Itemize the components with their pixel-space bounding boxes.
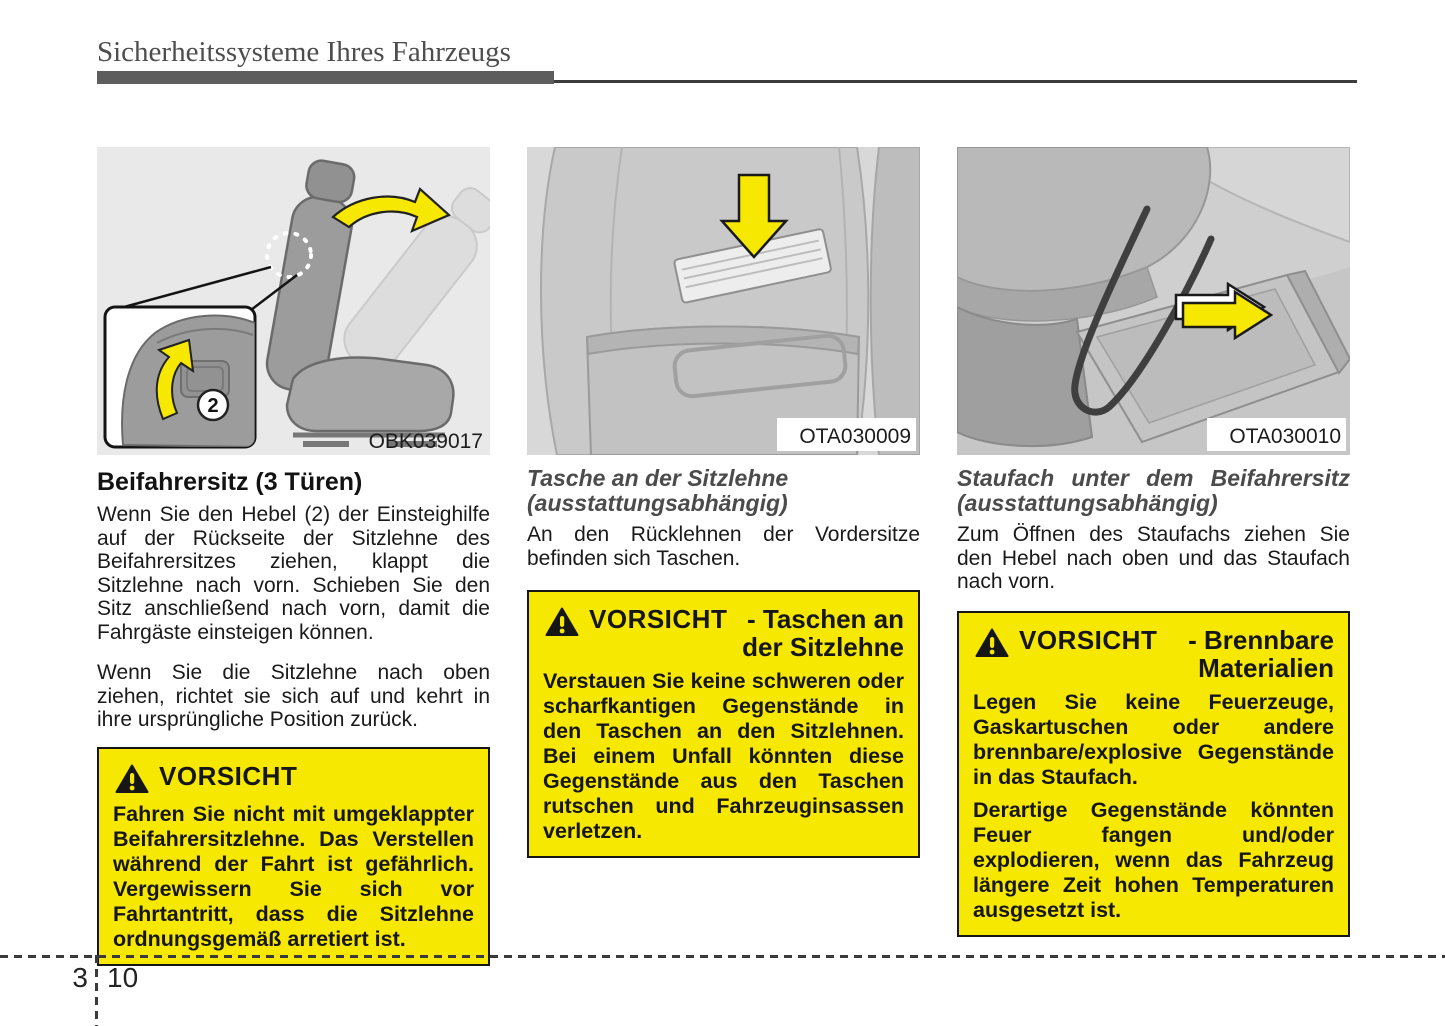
- column-seatback-pocket: [527, 147, 920, 858]
- caption-line: Tasche an der Sitzlehne: [527, 465, 789, 491]
- caption-line: (ausstattungsabhängig): [957, 490, 1218, 516]
- warning-triangle-icon: [975, 628, 1009, 658]
- footer-dashed-rule: [0, 955, 1445, 958]
- inset-detail-box: [105, 307, 255, 447]
- seat-fold-illustration: [97, 147, 490, 455]
- warning-subject: - Taschen an der Sitzlehne: [742, 605, 904, 661]
- section-caption: [527, 466, 920, 516]
- figure-seatback-pocket: [527, 147, 920, 455]
- paragraph: Wenn Sie den Hebel (2) der Einsteighilfe auf der Rückseite der Sitzlehne des Beifahrersitzes ziehen, klappt die Sitzlehne nach vorn. Schieben Sie den Sitz anschließend nach vorn, damit die Fahrgäste einsteigen können.: [97, 503, 490, 644]
- warning-label: VORSICHT: [1019, 625, 1158, 655]
- warning-text: Derartige Gegenstände könnten Feuer fangen und/oder explodieren, wenn das Fahrzeug längere Zeit hohen Temperaturen ausgesetzt ist.: [973, 797, 1334, 922]
- warning-text: Legen Sie keine Feuerzeuge, Gaskartuschen oder andere brennbare/explosive Gegenstände in das Staufach.: [973, 689, 1334, 789]
- warning-box-flammable: [957, 611, 1350, 937]
- figure-underseat-storage: [957, 147, 1350, 455]
- warning-box-seatback: [97, 747, 490, 966]
- warning-triangle-icon: [115, 764, 149, 794]
- section-caption: [957, 466, 1350, 516]
- footer-dashed-divider: [95, 955, 98, 1026]
- caption-line: (ausstattungsabhängig): [527, 490, 788, 516]
- header-bar: [97, 71, 554, 84]
- warning-text: Verstauen Sie keine schweren oder scharfkantigen Gegenstände in den Taschen an den Sitzlehnen. Bei einem Unfall könnten diese Gegenstände aus den Taschen rutschen und Fahrzeuginsassen verletzen.: [543, 669, 904, 843]
- paragraph: Wenn Sie die Sitzlehne nach oben ziehen, richtet sie sich auf und kehrt in ihre ursprüngliche Position zurück.: [97, 661, 490, 731]
- warning-text: Fahren Sie nicht mit umgeklappter Beifahrersitzlehne. Das Verstellen während der Fahrt ist gefährlich. Vergewissern Sie sich vor Fahrtantritt, dass die Sitzlehne ordnungsgemäß arretiert ist.: [113, 801, 474, 951]
- warning-title: [543, 605, 904, 661]
- page-title: Sicherheitssysteme Ihres Fahrzeugs: [97, 36, 511, 68]
- column-underseat-storage: [957, 147, 1350, 937]
- callout-number: 2: [207, 395, 219, 417]
- warning-box-pockets: [527, 590, 920, 858]
- warning-label: VORSICHT: [589, 605, 728, 634]
- figure-code: OTA030009: [799, 425, 911, 448]
- warning-title: [113, 762, 474, 794]
- warning-title: [973, 626, 1334, 682]
- warning-label: VORSICHT: [159, 761, 298, 790]
- caption-line: Staufach unter dem Beifahrersitz: [957, 465, 1350, 491]
- figure-code: OBK039017: [368, 430, 483, 453]
- paragraph: Zum Öffnen des Staufachs ziehen Sie den Hebel nach oben und das Staufach nach vorn.: [957, 523, 1350, 593]
- seatback-pocket-illustration: [527, 147, 920, 455]
- figure-code: OTA030010: [1229, 425, 1341, 448]
- warning-triangle-icon: [545, 607, 579, 637]
- figure-seat-fold: [97, 147, 490, 455]
- page-number: 10: [107, 962, 139, 993]
- underseat-storage-illustration: [957, 147, 1350, 455]
- adjacent-seat-edge: [871, 147, 920, 455]
- section-heading: Beifahrersitz (3 Türen): [97, 468, 363, 496]
- paragraph: An den Rücklehnen der Vordersitze befinden sich Taschen.: [527, 523, 920, 570]
- column-passenger-seat: [97, 147, 490, 966]
- header-rule: [554, 80, 1357, 83]
- chapter-number: 3: [72, 962, 88, 993]
- warning-subject: - Brennbare Materialien: [1188, 625, 1334, 682]
